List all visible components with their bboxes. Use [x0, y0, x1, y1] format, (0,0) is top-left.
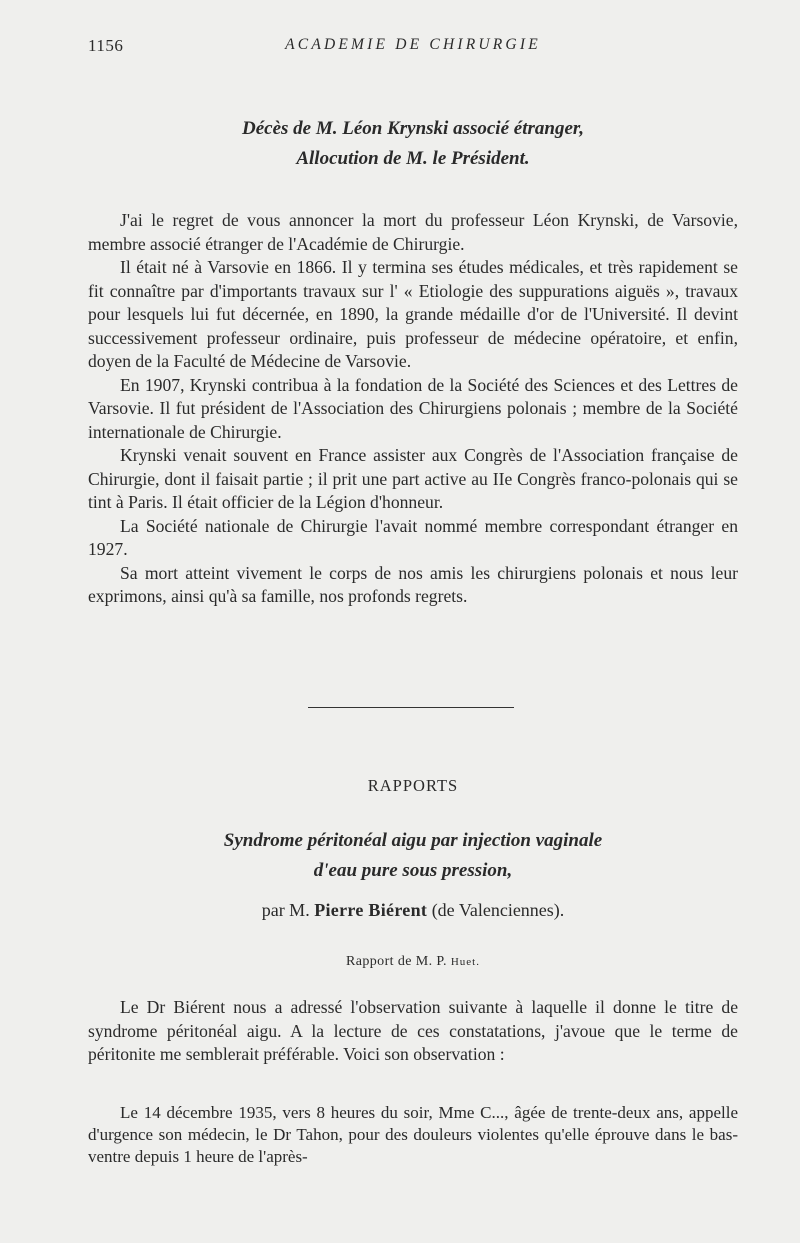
author-name: Pierre Biérent [314, 900, 428, 920]
obituary-paragraph: J'ai le regret de vous annoncer la mort du professeur Léon Krynski, de Varsovie, membre associé étranger de l'Académie de Chirurgie. [88, 210, 738, 254]
author-affiliation: (de Valenciennes). [431, 900, 565, 920]
obituary-title-line2: Allocution de M. le Président. [296, 148, 530, 169]
byline [88, 900, 738, 921]
obituary-paragraph: Krynski venait souvent en France assister aux Congrès de l'Association française de Chirurgie, dont il faisait partie ; il prit une part active au IIe Congrès franco-polonais qui se tint à Paris. Il était officier de la Légion d'honneur. [88, 445, 738, 512]
observation-text [88, 1102, 738, 1168]
report-title [88, 826, 738, 886]
reporter-prefix: Rapport de M. P. [346, 954, 447, 969]
journal-title: ACADEMIE DE CHIRURGIE [285, 36, 541, 53]
obituary-title [88, 114, 738, 174]
obituary-paragraph: En 1907, Krynski contribua à la fondation de la Société des Sciences et des Lettres de Varsovie. Il fut président de l'Association des Chirurgiens polonais ; membre de la Société internationale de Chirurgie. [88, 374, 738, 442]
report-intro [88, 996, 738, 1067]
report-title-line2: d'eau pure sous pression, [313, 860, 513, 881]
obituary-title-line1: Décès de M. Léon Krynski associé étranger, [242, 118, 584, 139]
reporter-line [88, 954, 738, 970]
reporter-name: Huet. [450, 956, 480, 968]
obituary-paragraph: Il était né à Varsovie en 1866. Il y termina ses études médicales, et très rapidement se fit connaître par d'importants travaux sur l' « Etiologie des suppurations aiguës », travaux pour lesquels lui fut décernée, en 1890, la grande médaille d'or de l'Université. Il devint successivement professeur ordinaire, puis professeur de médecine opératoire, et enfin, doyen de la Faculté de Médecine de Varsovie. [88, 257, 738, 371]
report-paragraph: Le Dr Biérent nous a adressé l'observation suivante à laquelle il donne le titre de syndrome péritonéal aigu. A la lecture de ces constatations, j'avoue que le terme de péritonite me semblerait préférable. Voici son observation : [88, 997, 738, 1064]
page-number: 1156 [88, 36, 124, 55]
observation-paragraph: Le 14 décembre 1935, vers 8 heures du soir, Mme C..., âgée de trente-deux ans, appelle d'urgence son médecin, le Dr Tahon, pour des douleurs violentes qu'elle éprouve dans le bas-ventre depuis 1 heure de l'après- [88, 1103, 738, 1166]
byline-prefix: par M. [261, 900, 310, 920]
obituary-paragraph: Sa mort atteint vivement le corps de nos amis les chirurgiens polonais et nous leur exprimons, ainsi qu'à sa famille, nos profonds regrets. [88, 562, 738, 606]
report-title-line1: Syndrome péritonéal aigu par injection vaginale [223, 830, 603, 851]
running-head [88, 36, 738, 58]
obituary-body [88, 209, 738, 609]
obituary-paragraph: La Société nationale de Chirurgie l'avait nommé membre correspondant étranger en 1927. [88, 515, 738, 559]
section-heading: RAPPORTS [367, 776, 459, 795]
section-divider [308, 707, 514, 708]
